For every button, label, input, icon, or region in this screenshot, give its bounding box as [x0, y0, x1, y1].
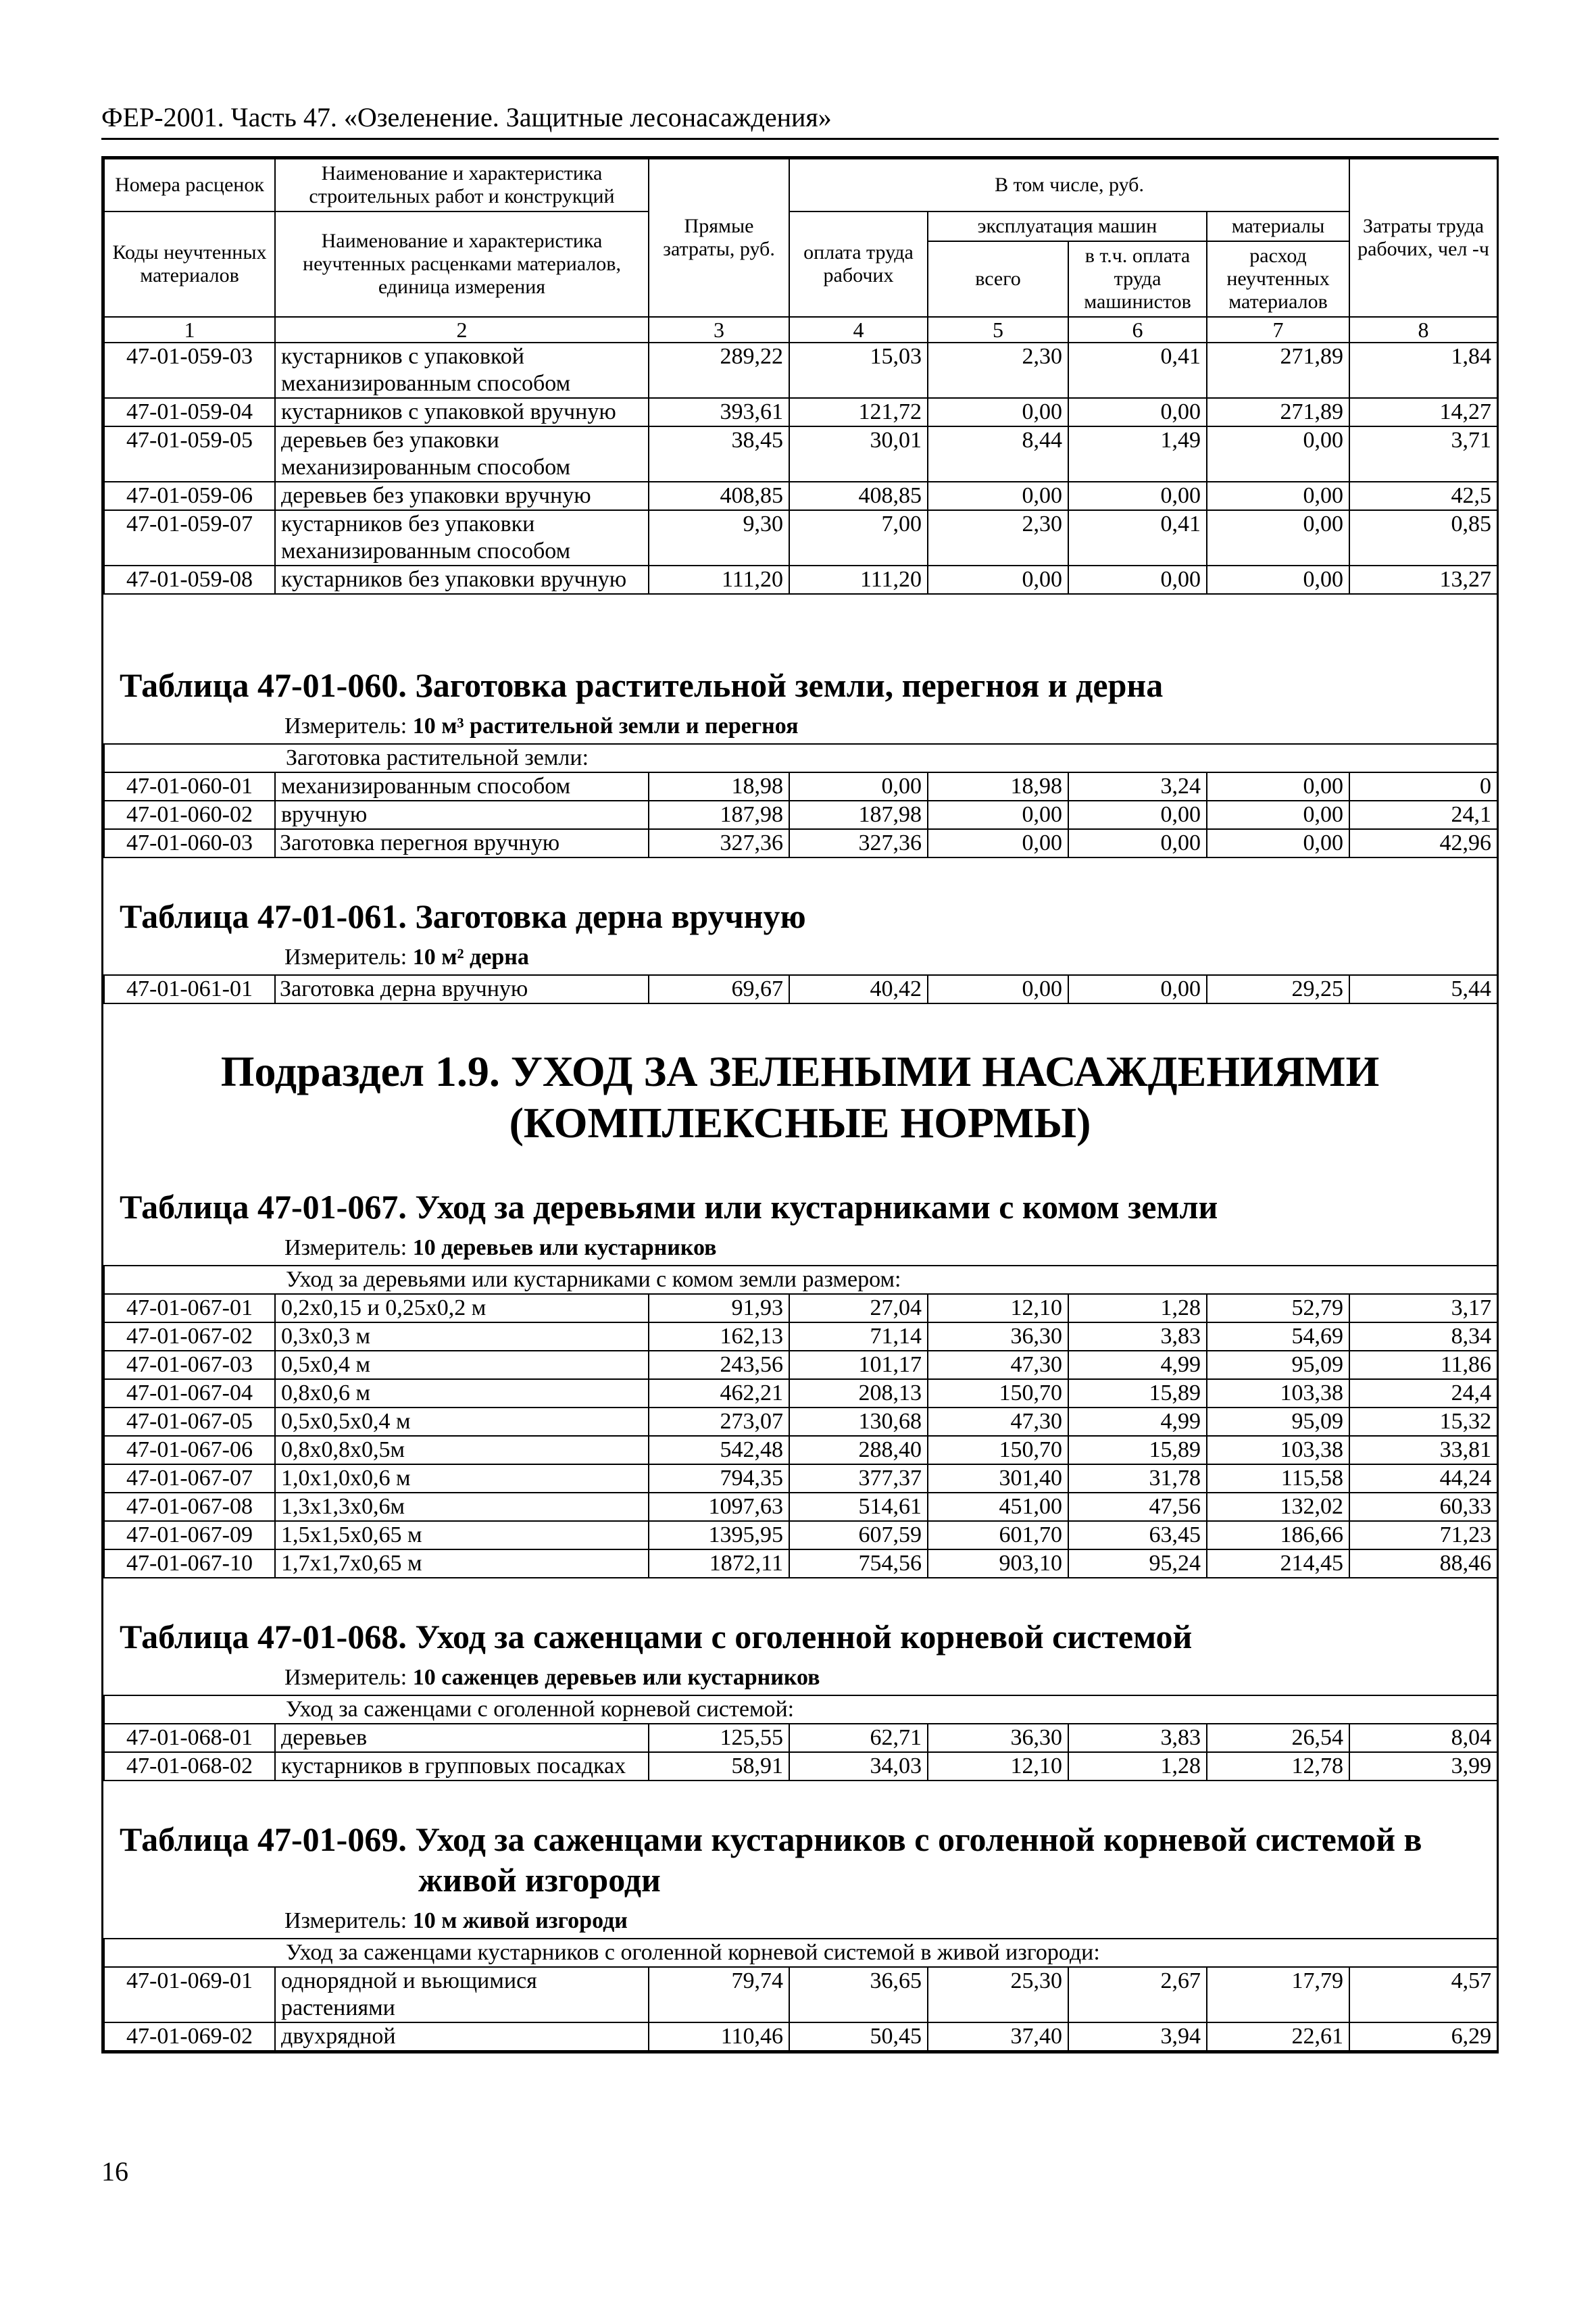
cost-value: 150,70	[928, 1379, 1068, 1408]
cost-value: 3,83	[1068, 1322, 1207, 1351]
cost-value: 30,01	[789, 426, 928, 482]
cost-value: 33,81	[1349, 1436, 1497, 1464]
cost-value: 1395,95	[649, 1521, 789, 1549]
rate-code: 47-01-069-01	[104, 1967, 275, 2022]
cost-value: 0,00	[1207, 510, 1349, 566]
cost-value: 31,78	[1068, 1464, 1207, 1493]
cost-value: 8,04	[1349, 1724, 1497, 1752]
table-row	[104, 1549, 1497, 1578]
cost-value: 24,4	[1349, 1379, 1497, 1408]
table-row	[104, 1521, 1497, 1549]
cost-value: 601,70	[928, 1521, 1068, 1549]
cost-value: 79,74	[649, 1967, 789, 2022]
cost-value: 13,27	[1349, 566, 1497, 594]
cost-value: 15,03	[789, 343, 928, 398]
work-name: 0,8х0,8х0,5м	[275, 1436, 649, 1464]
cost-value: 22,61	[1207, 2022, 1349, 2051]
rate-code: 47-01-059-08	[104, 566, 275, 594]
cost-value: 111,20	[649, 566, 789, 594]
header-code-top: Номера расценок	[104, 159, 275, 211]
section-title	[103, 1046, 1497, 1149]
table-069-measure	[284, 1907, 1497, 1935]
rate-code: 47-01-067-03	[104, 1351, 275, 1379]
cost-value: 50,45	[789, 2022, 928, 2051]
cost-value: 187,98	[789, 801, 928, 829]
cost-value: 37,40	[928, 2022, 1068, 2051]
cost-value: 14,27	[1349, 398, 1497, 426]
cost-value: 52,79	[1207, 1294, 1349, 1322]
table-067-title: Таблица 47-01-067. Уход за деревьями или кустарниками с комом земли	[120, 1188, 1218, 1226]
header-code-bottom: Коды неучтенных материалов	[104, 211, 275, 317]
cost-value: 36,30	[928, 1724, 1068, 1752]
cost-value: 327,36	[789, 829, 928, 857]
cost-value: 0,00	[1207, 482, 1349, 510]
cost-value: 0,00	[928, 566, 1068, 594]
cost-value: 71,23	[1349, 1521, 1497, 1549]
cost-value: 15,89	[1068, 1379, 1207, 1408]
cost-value: 91,93	[649, 1294, 789, 1322]
cost-value: 607,59	[789, 1521, 928, 1549]
rate-code: 47-01-067-08	[104, 1493, 275, 1521]
work-name: кустарников без упаковки вручную	[275, 566, 649, 594]
table-069-title	[120, 1819, 1497, 1900]
work-name: кустарников без упаковки механизированным способом	[275, 510, 649, 566]
cost-value: 115,58	[1207, 1464, 1349, 1493]
measure-label: Измеритель:	[284, 1908, 407, 1933]
table-row	[104, 1464, 1497, 1493]
table-row	[104, 482, 1497, 510]
table-row	[104, 1322, 1497, 1351]
rate-code: 47-01-068-01	[104, 1724, 275, 1752]
spacer	[103, 595, 1497, 627]
cost-value: 110,46	[649, 2022, 789, 2051]
cost-value: 377,37	[789, 1464, 928, 1493]
header-direct-costs: Прямые затраты, руб.	[649, 159, 789, 317]
cost-value: 9,30	[649, 510, 789, 566]
cost-value: 12,10	[928, 1294, 1068, 1322]
cost-value: 3,83	[1068, 1724, 1207, 1752]
column-number: 2	[275, 317, 649, 343]
cost-value: 60,33	[1349, 1493, 1497, 1521]
cost-value: 103,38	[1207, 1436, 1349, 1464]
cost-value: 0,00	[928, 829, 1068, 857]
cost-value: 95,24	[1068, 1549, 1207, 1578]
cost-value: 2,30	[928, 510, 1068, 566]
cost-value: 36,30	[928, 1322, 1068, 1351]
table-060-title: Таблица 47-01-060. Заготовка растительной земли, перегноя и дерна	[120, 666, 1164, 704]
cost-value: 0,00	[1207, 426, 1349, 482]
rates-frame	[101, 156, 1499, 2053]
work-name: 1,3х1,3х0,6м	[275, 1493, 649, 1521]
table-row	[104, 1408, 1497, 1436]
column-number: 7	[1207, 317, 1349, 343]
cost-value: 132,02	[1207, 1493, 1349, 1521]
cost-value: 514,61	[789, 1493, 928, 1521]
rate-code: 47-01-059-03	[104, 343, 275, 398]
cost-value: 903,10	[928, 1549, 1068, 1578]
cost-value: 69,67	[649, 975, 789, 1003]
cost-value: 271,89	[1207, 398, 1349, 426]
cost-value: 44,24	[1349, 1464, 1497, 1493]
rate-code: 47-01-069-02	[104, 2022, 275, 2051]
cost-value: 408,85	[789, 482, 928, 510]
table-row	[104, 1724, 1497, 1752]
cost-value: 271,89	[1207, 343, 1349, 398]
cost-value: 2,67	[1068, 1967, 1207, 2022]
cost-value: 42,5	[1349, 482, 1497, 510]
measure-label: Измеритель:	[284, 714, 407, 739]
table-row	[104, 1752, 1497, 1781]
cost-value: 15,89	[1068, 1436, 1207, 1464]
rate-code: 47-01-067-02	[104, 1322, 275, 1351]
cost-value: 0,00	[1068, 801, 1207, 829]
cost-value: 12,78	[1207, 1752, 1349, 1781]
cost-value: 3,99	[1349, 1752, 1497, 1781]
measure-label: Измеритель:	[284, 1665, 407, 1690]
group-label: Уход за деревьями или кустарниками с комом земли размером:	[104, 1266, 1497, 1294]
measure-value: 10 м³ растительной земли и перегноя	[412, 714, 799, 739]
cost-value: 162,13	[649, 1322, 789, 1351]
rate-code: 47-01-067-05	[104, 1408, 275, 1436]
cost-value: 4,57	[1349, 1967, 1497, 2022]
cost-value: 111,20	[789, 566, 928, 594]
work-name: Заготовка дерна вручную	[275, 975, 649, 1003]
group-label: Уход за саженцами кустарников с оголенной корневой системой в живой изгороди:	[104, 1939, 1497, 1967]
work-name: 0,2х0,15 и 0,25х0,2 м	[275, 1294, 649, 1322]
group-row	[104, 1266, 1497, 1294]
work-name: 0,5х0,4 м	[275, 1351, 649, 1379]
cost-value: 451,00	[928, 1493, 1068, 1521]
rate-code: 47-01-060-02	[104, 801, 275, 829]
cost-value: 125,55	[649, 1724, 789, 1752]
cost-value: 187,98	[649, 801, 789, 829]
header-name-bottom: Наименование и характеристика неучтенных расценками материалов, единица измерения	[275, 211, 649, 317]
cost-value: 408,85	[649, 482, 789, 510]
cost-value: 17,79	[1207, 1967, 1349, 2022]
cost-value: 40,42	[789, 975, 928, 1003]
column-number: 3	[649, 317, 789, 343]
cost-value: 208,13	[789, 1379, 928, 1408]
table-row	[104, 829, 1497, 857]
cost-value: 0,41	[1068, 510, 1207, 566]
cost-value: 1,84	[1349, 343, 1497, 398]
measure-value: 10 деревьев или кустарников	[412, 1235, 717, 1260]
cost-value: 1,28	[1068, 1752, 1207, 1781]
rate-code: 47-01-067-06	[104, 1436, 275, 1464]
cost-value: 18,98	[928, 772, 1068, 801]
cost-value: 1,28	[1068, 1294, 1207, 1322]
page-number: 16	[101, 2156, 128, 2187]
cost-value: 47,56	[1068, 1493, 1207, 1521]
cost-value: 103,38	[1207, 1379, 1349, 1408]
cost-value: 3,24	[1068, 772, 1207, 801]
work-name: 1,7х1,7х0,65 м	[275, 1549, 649, 1578]
cost-value: 11,86	[1349, 1351, 1497, 1379]
cost-value: 38,45	[649, 426, 789, 482]
rate-code: 47-01-059-04	[104, 398, 275, 426]
table-row	[104, 772, 1497, 801]
cost-value: 186,66	[1207, 1521, 1349, 1549]
cost-value: 0,00	[1068, 482, 1207, 510]
cost-value: 0,00	[1207, 829, 1349, 857]
cost-value: 47,30	[928, 1408, 1068, 1436]
measure-value: 10 м² дерна	[412, 945, 529, 970]
cost-value: 42,96	[1349, 829, 1497, 857]
cost-value: 150,70	[928, 1436, 1068, 1464]
table-068	[103, 1695, 1498, 1781]
table-row	[104, 510, 1497, 566]
table-row	[104, 1294, 1497, 1322]
table-row	[104, 1379, 1497, 1408]
work-name: Заготовка перегноя вручную	[275, 829, 649, 857]
title-line: живой изгороди	[418, 1861, 661, 1899]
cost-value: 130,68	[789, 1408, 928, 1436]
table-row	[104, 975, 1497, 1003]
cost-value: 58,91	[649, 1752, 789, 1781]
rate-code: 47-01-059-06	[104, 482, 275, 510]
header-materials-sub: расход неучтенных материалов	[1207, 241, 1349, 317]
cost-value: 25,30	[928, 1967, 1068, 2022]
cost-value: 214,45	[1207, 1549, 1349, 1578]
table-060	[103, 743, 1498, 858]
work-name: 0,5х0,5х0,4 м	[275, 1408, 649, 1436]
work-name: кустарников с упаковкой механизированным способом	[275, 343, 649, 398]
cost-value: 34,03	[789, 1752, 928, 1781]
cost-value: 62,71	[789, 1724, 928, 1752]
cost-value: 0,00	[1207, 801, 1349, 829]
cost-value: 1,49	[1068, 426, 1207, 482]
work-name: механизированным способом	[275, 772, 649, 801]
cost-value: 0,00	[789, 772, 928, 801]
cost-value: 542,48	[649, 1436, 789, 1464]
cost-value: 47,30	[928, 1351, 1068, 1379]
column-number: 6	[1068, 317, 1207, 343]
cost-value: 6,29	[1349, 2022, 1497, 2051]
table-067	[103, 1265, 1498, 1578]
header-name-top: Наименование и характеристика строительных работ и конструкций	[275, 159, 649, 211]
header-including: В том числе, руб.	[789, 159, 1349, 211]
cost-value: 0,00	[1207, 566, 1349, 594]
table-061-title: Таблица 47-01-061. Заготовка дерна вручную	[120, 897, 806, 935]
cost-value: 12,10	[928, 1752, 1068, 1781]
document-page	[101, 101, 1499, 2053]
cost-value: 29,25	[1207, 975, 1349, 1003]
cost-value: 36,65	[789, 1967, 928, 2022]
cost-value: 0,00	[1068, 975, 1207, 1003]
work-name: кустарников в групповых посадках	[275, 1752, 649, 1781]
cost-value: 4,99	[1068, 1408, 1207, 1436]
table-row	[104, 1967, 1497, 2022]
table-059	[103, 158, 1498, 595]
cost-value: 3,17	[1349, 1294, 1497, 1322]
header-materials: материалы	[1207, 211, 1349, 241]
rate-code: 47-01-060-03	[104, 829, 275, 857]
cost-value: 0,00	[1068, 398, 1207, 426]
cost-value: 0,00	[1207, 772, 1349, 801]
cost-value: 101,17	[789, 1351, 928, 1379]
cost-value: 273,07	[649, 1408, 789, 1436]
work-name: деревьев без упаковки вручную	[275, 482, 649, 510]
cost-value: 0,41	[1068, 343, 1207, 398]
measure-label: Измеритель:	[284, 1235, 407, 1260]
work-name: 0,8х0,6 м	[275, 1379, 649, 1408]
cost-value: 0,00	[928, 482, 1068, 510]
cost-value: 1872,11	[649, 1549, 789, 1578]
header-machines-total: всего	[928, 241, 1068, 317]
work-name: однорядной и вьющимися растениями	[275, 1967, 649, 2022]
cost-value: 8,34	[1349, 1322, 1497, 1351]
cost-value: 95,09	[1207, 1351, 1349, 1379]
column-number: 5	[928, 317, 1068, 343]
cost-value: 71,14	[789, 1322, 928, 1351]
cost-value: 0,00	[1068, 566, 1207, 594]
table-069	[103, 1938, 1498, 2051]
cost-value: 24,1	[1349, 801, 1497, 829]
cost-value: 288,40	[789, 1436, 928, 1464]
table-row	[104, 1436, 1497, 1464]
rate-code: 47-01-067-04	[104, 1379, 275, 1408]
group-label: Заготовка растительной земли:	[104, 744, 1497, 772]
cost-value: 462,21	[649, 1379, 789, 1408]
table-row	[104, 398, 1497, 426]
column-number: 1	[104, 317, 275, 343]
measure-value: 10 м живой изгороди	[412, 1908, 628, 1933]
cost-value: 95,09	[1207, 1408, 1349, 1436]
cost-value: 15,32	[1349, 1408, 1497, 1436]
cost-value: 301,40	[928, 1464, 1068, 1493]
header-wages: оплата труда рабочих	[789, 211, 928, 317]
cost-value: 0,85	[1349, 510, 1497, 566]
rate-code: 47-01-067-09	[104, 1521, 275, 1549]
cost-value: 3,71	[1349, 426, 1497, 482]
work-name: деревьев без упаковки механизированным способом	[275, 426, 649, 482]
rate-code: 47-01-059-05	[104, 426, 275, 482]
work-name: кустарников с упаковкой вручную	[275, 398, 649, 426]
cost-value: 7,00	[789, 510, 928, 566]
measure-value: 10 саженцев деревьев или кустарников	[412, 1665, 820, 1690]
cost-value: 54,69	[1207, 1322, 1349, 1351]
cost-value: 3,94	[1068, 2022, 1207, 2051]
table-row	[104, 426, 1497, 482]
cost-value: 0,00	[928, 801, 1068, 829]
rate-code: 47-01-067-07	[104, 1464, 275, 1493]
work-name: двухрядной	[275, 2022, 649, 2051]
header-labor: Затраты труда рабочих, чел -ч	[1349, 159, 1497, 317]
rate-code: 47-01-067-01	[104, 1294, 275, 1322]
table-row	[104, 1351, 1497, 1379]
section-title-line: (КОМПЛЕКСНЫЕ НОРМЫ)	[509, 1099, 1091, 1147]
cost-value: 289,22	[649, 343, 789, 398]
rate-code: 47-01-068-02	[104, 1752, 275, 1781]
cost-value: 1097,63	[649, 1493, 789, 1521]
measure-label: Измеритель:	[284, 945, 407, 970]
section-title-line: Подраздел 1.9. УХОД ЗА ЗЕЛЕНЫМИ НАСАЖДЕНИЯМИ	[220, 1047, 1380, 1095]
group-label: Уход за саженцами с оголенной корневой системой:	[104, 1695, 1497, 1724]
cost-value: 27,04	[789, 1294, 928, 1322]
title-line: Таблица 47-01-069. Уход за саженцами кустарников с оголенной корневой системой в	[120, 1820, 1422, 1858]
cost-value: 88,46	[1349, 1549, 1497, 1578]
rate-code: 47-01-061-01	[104, 975, 275, 1003]
table-row	[104, 2022, 1497, 2051]
running-header: ФЕР-2001. Часть 47. «Озеленение. Защитные лесонасаждения»	[101, 101, 1499, 140]
work-name: 0,3х0,3 м	[275, 1322, 649, 1351]
cost-value: 2,30	[928, 343, 1068, 398]
work-name: деревьев	[275, 1724, 649, 1752]
cost-value: 0,00	[928, 975, 1068, 1003]
cost-value: 18,98	[649, 772, 789, 801]
table-068-title: Таблица 47-01-068. Уход за саженцами с оголенной корневой системой	[120, 1618, 1193, 1656]
table-row	[104, 1493, 1497, 1521]
cost-value: 393,61	[649, 398, 789, 426]
table-068-measure	[284, 1664, 1497, 1692]
rate-code: 47-01-060-01	[104, 772, 275, 801]
group-row	[104, 1939, 1497, 1967]
table-row	[104, 566, 1497, 594]
column-number: 8	[1349, 317, 1497, 343]
cost-value: 5,44	[1349, 975, 1497, 1003]
work-name: 1,5х1,5х0,65 м	[275, 1521, 649, 1549]
work-name: вручную	[275, 801, 649, 829]
header-machines-wages: в т.ч. оплата труда машинистов	[1068, 241, 1207, 317]
table-row	[104, 801, 1497, 829]
column-numbers-row	[104, 317, 1497, 343]
cost-value: 8,44	[928, 426, 1068, 482]
column-number: 4	[789, 317, 928, 343]
cost-value: 0	[1349, 772, 1497, 801]
table-row	[104, 343, 1497, 398]
group-row	[104, 1695, 1497, 1724]
cost-value: 327,36	[649, 829, 789, 857]
cost-value: 0,00	[928, 398, 1068, 426]
group-row	[104, 744, 1497, 772]
table-067-measure	[284, 1234, 1497, 1262]
header-machines: эксплуатация машин	[928, 211, 1207, 241]
table-061	[103, 974, 1498, 1004]
work-name: 1,0х1,0х0,6 м	[275, 1464, 649, 1493]
rate-code: 47-01-059-07	[104, 510, 275, 566]
table-061-measure	[284, 943, 1497, 972]
cost-value: 4,99	[1068, 1351, 1207, 1379]
cost-value: 63,45	[1068, 1521, 1207, 1549]
cost-value: 26,54	[1207, 1724, 1349, 1752]
cost-value: 794,35	[649, 1464, 789, 1493]
cost-value: 0,00	[1068, 829, 1207, 857]
cost-value: 121,72	[789, 398, 928, 426]
cost-value: 243,56	[649, 1351, 789, 1379]
cost-value: 754,56	[789, 1549, 928, 1578]
rate-code: 47-01-067-10	[104, 1549, 275, 1578]
table-060-measure	[284, 712, 1497, 741]
